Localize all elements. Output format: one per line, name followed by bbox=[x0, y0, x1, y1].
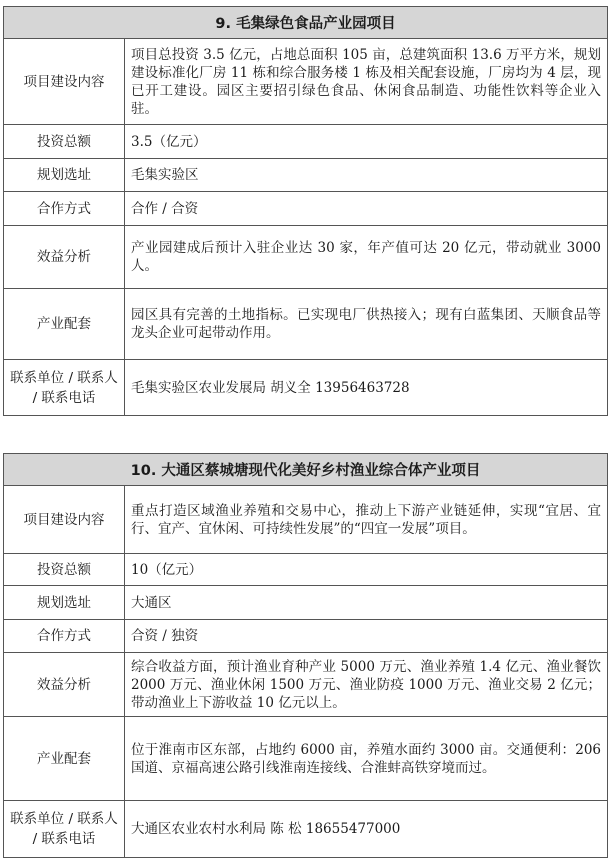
row-value-content: 重点打造区域渔业养殖和交易中心，推动上下游产业链延伸，实现“宜居、宜行、宜产、宜休闲、可持续性发展”的“四宜一发展”项目。 bbox=[125, 486, 608, 554]
row-label-investment: 投资总额 bbox=[4, 125, 125, 159]
row-value-content: 项目总投资 3.5 亿元，占地总面积 105 亩，总建筑面积 13.6 万平方米，规划建设标准化厂房 11 栋和综合服务楼 1 栋及相关配套设施，厂房均为 4 层，现已开工建设。园区主要招引绿色食品、休闲食品制造、功能性饮料等企业入驻。 bbox=[125, 39, 608, 125]
table-row bbox=[4, 486, 608, 554]
row-value-location: 大通区 bbox=[125, 586, 608, 620]
project-table-9 bbox=[3, 6, 608, 416]
row-label-content: 项目建设内容 bbox=[4, 39, 125, 125]
row-label-support: 产业配套 bbox=[4, 717, 125, 801]
table-row bbox=[4, 554, 608, 586]
row-label-contact: 联系单位 / 联系人 / 联系电话 bbox=[4, 801, 125, 858]
row-label-location: 规划选址 bbox=[4, 586, 125, 620]
row-value-contact: 毛集实验区农业发展局 胡义全 13956463728 bbox=[125, 360, 608, 416]
table-row bbox=[4, 717, 608, 801]
row-label-investment: 投资总额 bbox=[4, 554, 125, 586]
table-row bbox=[4, 226, 608, 289]
table-row bbox=[4, 620, 608, 653]
table-row bbox=[4, 586, 608, 620]
row-label-benefit: 效益分析 bbox=[4, 653, 125, 717]
row-value-contact: 大通区农业农村水利局 陈 松 18655477000 bbox=[125, 801, 608, 858]
table-row bbox=[4, 125, 608, 159]
table-row bbox=[4, 289, 608, 360]
row-value-support: 园区具有完善的土地指标。已实现电厂供热接入；现有白蓝集团、天顺食品等龙头企业可起带动作用。 bbox=[125, 289, 608, 360]
row-label-cooperation: 合作方式 bbox=[4, 620, 125, 653]
row-value-investment: 10（亿元） bbox=[125, 554, 608, 586]
row-value-benefit: 产业园建成后预计入驻企业达 30 家，年产值可达 20 亿元，带动就业 3000 人。 bbox=[125, 226, 608, 289]
project-title: 9. 毛集绿色食品产业园项目 bbox=[4, 7, 608, 39]
project-table-10 bbox=[3, 453, 608, 858]
table-row bbox=[4, 801, 608, 858]
table-row bbox=[4, 653, 608, 717]
table-row bbox=[4, 192, 608, 226]
row-value-cooperation: 合作 / 合资 bbox=[125, 192, 608, 226]
row-label-cooperation: 合作方式 bbox=[4, 192, 125, 226]
table-row bbox=[4, 159, 608, 192]
table-row bbox=[4, 39, 608, 125]
row-label-benefit: 效益分析 bbox=[4, 226, 125, 289]
row-label-location: 规划选址 bbox=[4, 159, 125, 192]
row-value-support: 位于淮南市区东部，占地约 6000 亩，养殖水面约 3000 亩。交通便利：206 国道、京福高速公路引线淮南连接线、合淮蚌高铁穿境而过。 bbox=[125, 717, 608, 801]
row-value-cooperation: 合资 / 独资 bbox=[125, 620, 608, 653]
row-label-content: 项目建设内容 bbox=[4, 486, 125, 554]
row-value-investment: 3.5（亿元） bbox=[125, 125, 608, 159]
row-value-benefit: 综合收益方面，预计渔业育种产业 5000 万元、渔业养殖 1.4 亿元、渔业餐饮 2000 万元、渔业休闲 1500 万元、渔业防疫 1000 万元、渔业交易 2 亿元；带动渔业上下游收益 10 亿元以上。 bbox=[125, 653, 608, 717]
row-label-support: 产业配套 bbox=[4, 289, 125, 360]
row-value-location: 毛集实验区 bbox=[125, 159, 608, 192]
row-label-contact: 联系单位 / 联系人 / 联系电话 bbox=[4, 360, 125, 416]
table-row bbox=[4, 360, 608, 416]
project-title: 10. 大通区蔡城塘现代化美好乡村渔业综合体产业项目 bbox=[4, 454, 608, 486]
